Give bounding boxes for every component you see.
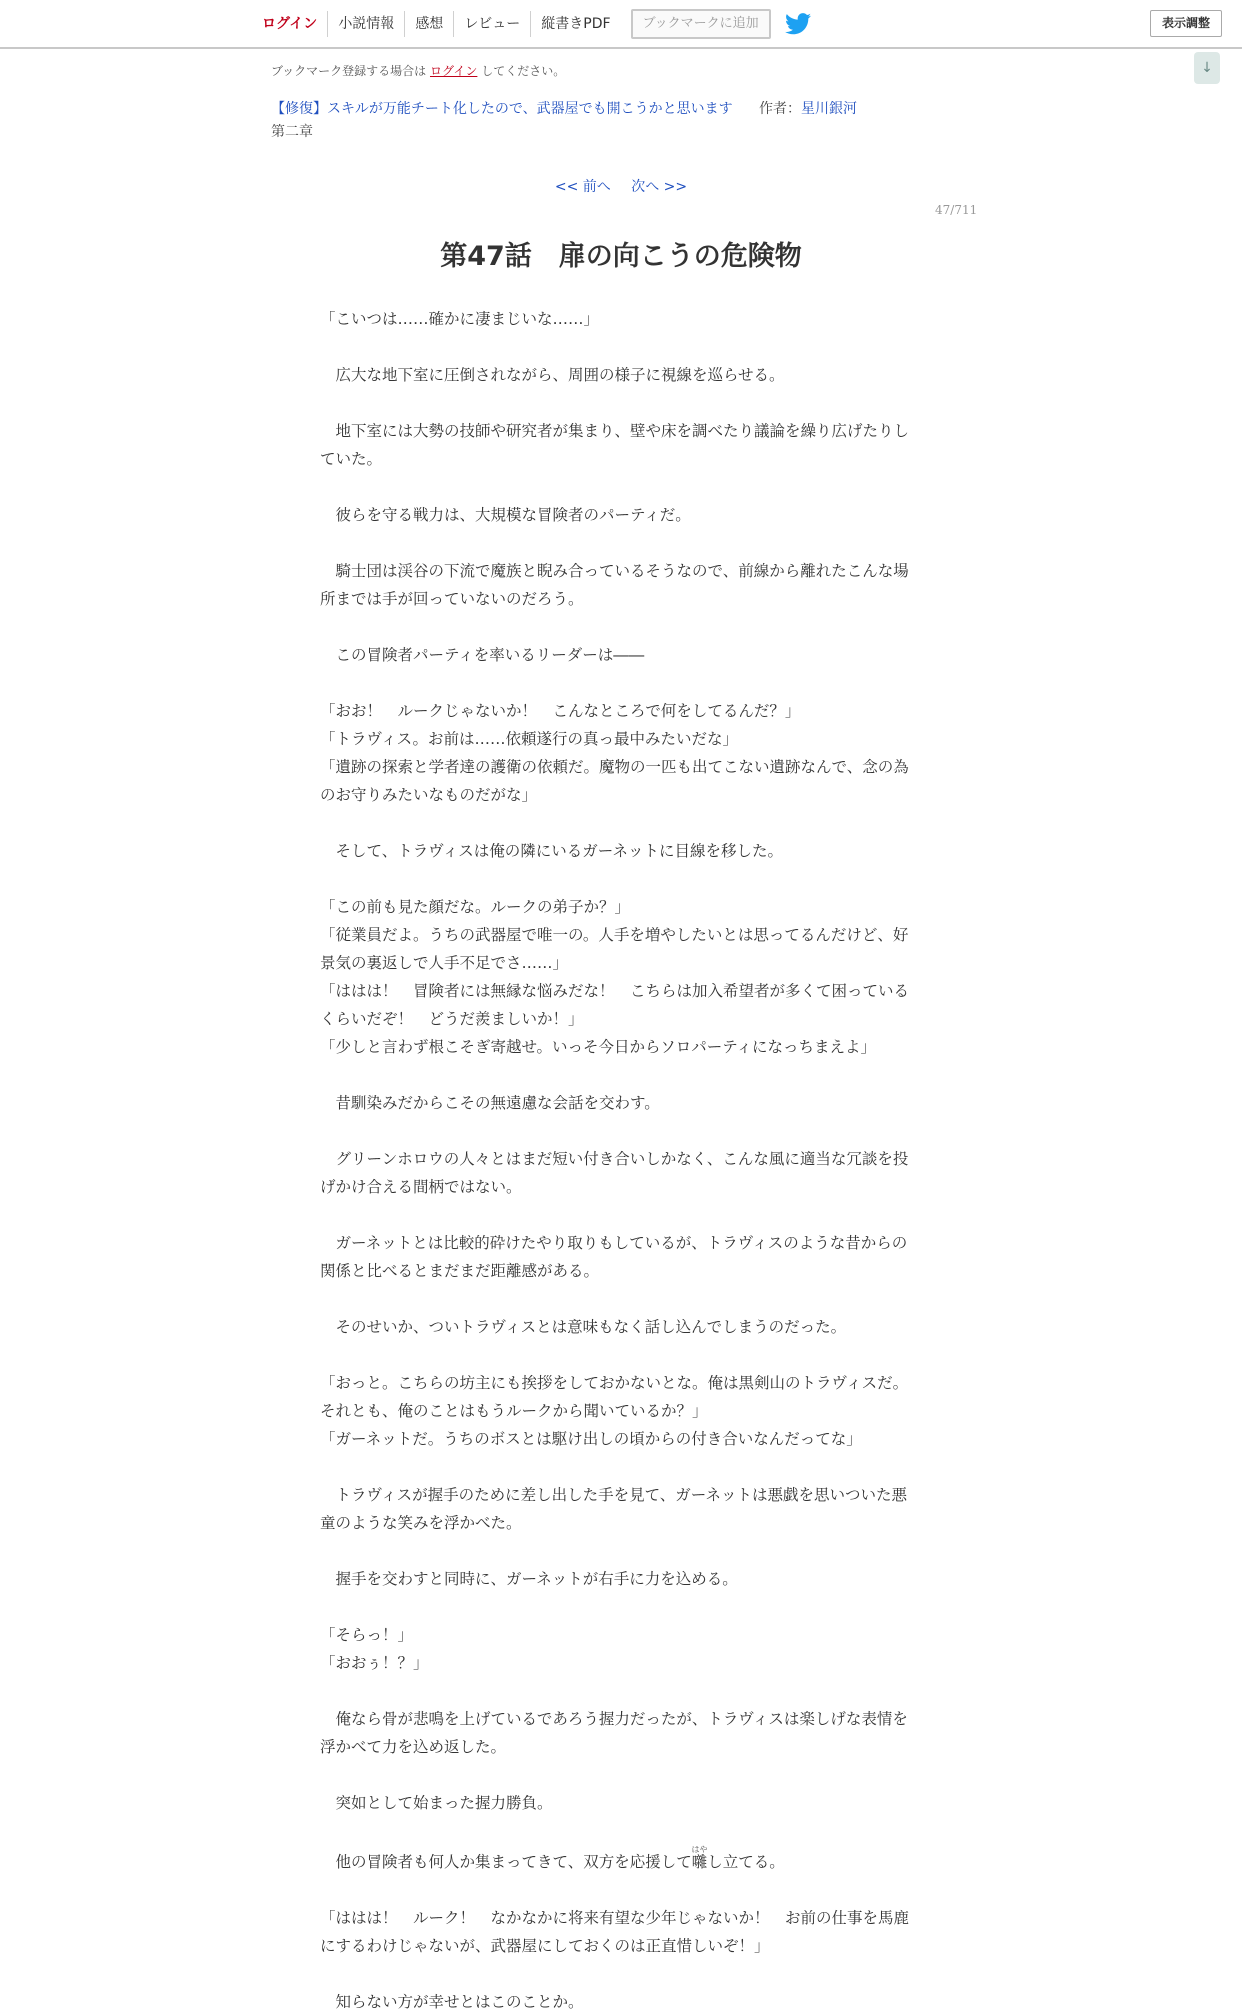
body-paragraph: トラヴィスが握手のために差し出した手を見て、ガーネットは悪戯を思いついた悪童のような笑みを浮かべた。 bbox=[320, 1486, 907, 1532]
body-paragraph: 「この前も見た顔だな。ルークの弟子か？」 bbox=[320, 898, 631, 916]
chapter-title: 第二章 bbox=[271, 124, 313, 140]
body-paragraph bbox=[320, 333, 916, 361]
novel-info-line bbox=[271, 98, 857, 118]
body-paragraph: 知らない方が幸せとはこのことか。 bbox=[320, 1993, 584, 2011]
body-paragraph: 「従業員だよ。うちの武器屋で唯一の。人手を増やしたいとは思ってるんだけど、好景気の裏返しで人手不足でさ……」 bbox=[320, 926, 909, 972]
body-paragraph: この冒険者パーティを率いるリーダーは―― bbox=[320, 646, 645, 664]
body-paragraph bbox=[320, 613, 916, 641]
ruby-line-after: し立てる。 bbox=[707, 1853, 785, 1871]
episode-title: 第47話 扉の向こうの危険物 bbox=[440, 241, 802, 272]
body-paragraph bbox=[320, 669, 916, 697]
body-paragraph bbox=[320, 809, 916, 837]
next-link[interactable]: 次へ >> bbox=[631, 179, 688, 195]
body-paragraph: 「おお！ ルークじゃないか！ こんなところで何をしてるんだ？」 bbox=[320, 702, 801, 720]
body-paragraph bbox=[320, 1537, 916, 1565]
nav-review[interactable]: レビュー bbox=[454, 11, 531, 37]
body-paragraph: 「おっと。こちらの坊主にも挨拶をしておかないとな。俺は黒剣山のトラヴィスだ。それとも、俺のことはもうルークから聞いているか？」 bbox=[320, 1374, 909, 1420]
body-paragraph bbox=[320, 865, 916, 893]
body-paragraph: 昔馴染みだからこその無遠慮な会話を交わす。 bbox=[320, 1094, 660, 1112]
body-paragraph: 「おおぅ！？」 bbox=[320, 1654, 429, 1672]
body-paragraph bbox=[320, 1061, 916, 1089]
body-paragraph: 騎士団は渓谷の下流で魔族と睨み合っているそうなので、前線から離れたこんな場所までは手が回っていないのだろう。 bbox=[320, 562, 909, 608]
body-paragraph: 突如として始まった握力勝負。 bbox=[320, 1794, 553, 1812]
body-paragraph: 「ガーネットだ。うちのボスとは駆け出しの頃からの付き合いなんだってな」 bbox=[320, 1430, 862, 1448]
body-paragraph: 「トラヴィス。お前は……依頼遂行の真っ最中みたいだな」 bbox=[320, 730, 739, 748]
body-paragraph bbox=[320, 1593, 916, 1621]
body-paragraph: 地下室には大勢の技師や研究者が集まり、壁や床を調べたり議論を繰り広げたりしていた。 bbox=[320, 422, 910, 468]
body-paragraph: 「こいつは……確かに凄まじいな……」 bbox=[320, 310, 600, 328]
body-paragraph bbox=[320, 1117, 916, 1145]
pager bbox=[0, 176, 1242, 196]
body-paragraph: 彼らを守る戦力は、大規模な冒険者のパーティだ。 bbox=[320, 506, 691, 524]
body-paragraph bbox=[320, 1677, 916, 1705]
body-paragraph: 俺なら骨が悲鳴を上げているであろう握力だったが、トラヴィスは楽しげな表情を浮かべて力を込め返した。 bbox=[320, 1710, 908, 1756]
body-paragraph: そして、トラヴィスは俺の隣にいるガーネットに目線を移した。 bbox=[320, 842, 783, 860]
body-paragraph bbox=[320, 1341, 916, 1369]
body-paragraph bbox=[320, 473, 916, 501]
body-paragraph bbox=[320, 1285, 916, 1313]
body-paragraph: 握手を交わすと同時に、ガーネットが右手に力を込める。 bbox=[320, 1570, 738, 1588]
page-count: 47/711 bbox=[935, 203, 978, 217]
nav-impressions[interactable]: 感想 bbox=[405, 11, 454, 37]
notice-text-after: してください。 bbox=[477, 64, 566, 78]
twitter-icon[interactable] bbox=[785, 13, 811, 35]
nav-vertical-pdf[interactable]: 縦書きPDF bbox=[541, 15, 611, 32]
body-paragraph bbox=[320, 389, 916, 417]
nav-login[interactable]: ログイン bbox=[252, 11, 328, 37]
notice-text-before: ブックマーク登録する場合は bbox=[271, 64, 430, 78]
body-paragraph: そのせいか、ついトラヴィスとは意味もなく話し込んでしまうのだった。 bbox=[320, 1318, 847, 1336]
novel-title-link[interactable]: 【修復】スキルが万能チート化したので、武器屋でも開こうかと思います bbox=[271, 101, 733, 117]
ruby-base: 囃 bbox=[691, 1853, 708, 1871]
body-paragraph bbox=[320, 1453, 916, 1481]
body-paragraph bbox=[320, 1876, 916, 1904]
nav-novel-info[interactable]: 小説情報 bbox=[328, 11, 405, 37]
body-paragraph bbox=[320, 1761, 916, 1789]
prev-link[interactable]: << 前へ bbox=[554, 179, 611, 195]
header-bar bbox=[0, 0, 1242, 49]
body-paragraph: ガーネットとは比較的砕けたやり取りもしているが、トラヴィスのような昔からの関係と比べるとまだまだ距離感がある。 bbox=[320, 1234, 908, 1280]
body-paragraph bbox=[320, 1817, 916, 1845]
body-paragraph: 「遺跡の探索と学者達の護衛の依頼だ。魔物の一匹も出てこない遺跡なんで、念の為のお守りみたいなものだがな」 bbox=[320, 758, 909, 804]
body-paragraph: 「そらっ！」 bbox=[320, 1626, 414, 1644]
scroll-down-button[interactable]: ↓ bbox=[1194, 52, 1220, 84]
display-settings-button[interactable]: 表示調整 bbox=[1150, 10, 1222, 37]
ruby-word bbox=[691, 1845, 708, 1871]
body-paragraph: 「ははは！ 冒険者には無縁な悩みだな！ こちらは加入希望者が多くて困っているくらいだぞ！ どうだ羨ましいか！」 bbox=[320, 982, 910, 1028]
author-label: 作者： bbox=[759, 101, 802, 117]
novel-body bbox=[320, 305, 916, 2016]
notice-login-link[interactable]: ログイン bbox=[429, 64, 478, 78]
body-paragraph: グリーンホロウの人々とはまだ短い付き合いしかなく、こんな風に適当な冗談を投げかけ合える間柄ではない。 bbox=[320, 1150, 909, 1196]
header-nav bbox=[252, 0, 811, 47]
body-paragraph: 「少しと言わず根こそぎ寄越せ。いっそ今日からソロパーティになっちまえよ」 bbox=[320, 1038, 876, 1056]
add-bookmark-button[interactable]: ブックマークに追加 bbox=[631, 9, 771, 39]
ruby-reading: はや bbox=[691, 1845, 708, 1854]
body-paragraph: 広大な地下室に圧倒されながら、周囲の様子に視線を巡らせる。 bbox=[320, 366, 785, 384]
author-link[interactable]: 星川銀河 bbox=[801, 101, 858, 117]
body-paragraph: 「ははは！ ルーク！ なかなかに将来有望な少年じゃないか！ お前の仕事を馬鹿にするわけじゃないが、武器屋にしておくのは正直惜しいぞ！」 bbox=[320, 1909, 910, 1955]
body-paragraph bbox=[320, 1201, 916, 1229]
ruby-line-before: 他の冒険者も何人か集まってきて、双方を応援して bbox=[320, 1853, 692, 1871]
body-paragraph bbox=[320, 1960, 916, 1988]
body-paragraph-ruby bbox=[320, 1845, 916, 1876]
body-paragraph bbox=[320, 529, 916, 557]
bookmark-notice bbox=[271, 62, 565, 79]
